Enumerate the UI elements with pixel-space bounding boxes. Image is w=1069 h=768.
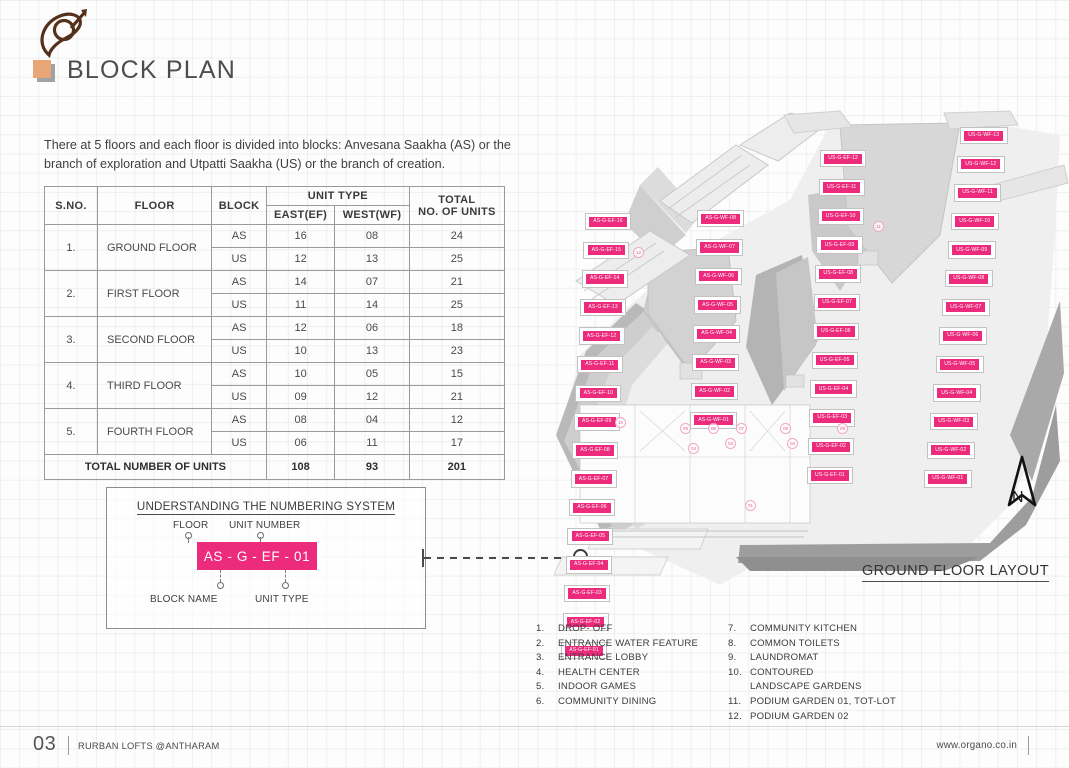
legend-item-number: 10. (728, 666, 742, 678)
unit-tag-box (572, 442, 618, 459)
cell-sno: 4. (45, 363, 98, 409)
unit-tag-us-ef[interactable]: US-G-EF-08 (819, 269, 857, 279)
legend-item-label: ENTRANCE WATER FEATURE (558, 637, 699, 649)
unit-tag-box (692, 354, 739, 371)
cell-west: 05 (335, 363, 409, 386)
unit-tag-us-ef[interactable]: US-G-EF-12 (824, 154, 862, 164)
legend-item-number: 8. (728, 637, 737, 649)
unit-tag-us-wf[interactable]: US-G-WF-09 (952, 245, 991, 255)
legend-item-number: 4. (536, 666, 545, 678)
cell-total: 25 (409, 294, 504, 317)
cell-total-label: TOTAL NUMBER OF UNITS (45, 455, 267, 480)
legend-item (728, 622, 896, 637)
legend-item-number: 6. (536, 695, 545, 707)
footer-url[interactable]: www.organo.co.in (936, 740, 1017, 751)
legend-item-number: 2. (536, 637, 545, 649)
unit-tag-box (583, 242, 629, 259)
cell-east: 09 (266, 386, 334, 409)
unit-tag-us-wf[interactable]: US-G-WF-12 (961, 159, 1000, 169)
unit-tag-as-ef[interactable]: AS-G-EF-04 (570, 560, 608, 570)
unit-tag-as-ef[interactable]: AS-G-EF-11 (581, 360, 618, 370)
unit-tag-as-wf[interactable]: AS-G-WF-08 (701, 214, 740, 224)
legend-item-label: HEALTH CENTER (558, 666, 640, 678)
unit-code-chip: AS - G - EF - 01 (197, 542, 317, 570)
numbering-stem-floor (188, 537, 190, 543)
unit-tag-box (582, 270, 628, 287)
legend-item-label: COMMUNITY DINING (558, 695, 657, 707)
unit-tag-us-wf[interactable]: US-G-WF-08 (949, 274, 988, 284)
unit-tag-box (693, 325, 740, 342)
unit-tag-box (957, 156, 1005, 173)
unit-tag-box (575, 385, 621, 402)
page-title: BLOCK PLAN (67, 56, 237, 84)
unit-tag-us-ef[interactable]: US-G-EF-11 (823, 182, 860, 192)
cell-block: US (212, 386, 267, 409)
unit-tag-box (927, 442, 975, 459)
unit-tag-as-ef[interactable]: AS-G-EF-07 (575, 474, 613, 484)
table-total-row (45, 455, 505, 480)
cell-total: 25 (409, 248, 504, 271)
table-row (45, 363, 505, 386)
unit-tag-as-ef[interactable]: AS-G-EF-06 (573, 503, 611, 513)
unit-tag-box (819, 179, 865, 196)
cell-total-all: 201 (409, 455, 504, 480)
cell-total: 21 (409, 271, 504, 294)
unit-tag-us-wf[interactable]: US-G-WF-02 (931, 445, 970, 455)
cell-east: 16 (266, 225, 334, 248)
unit-tag-us-wf[interactable]: US-G-WF-07 (946, 302, 985, 312)
table-row (45, 409, 505, 432)
legend-item (728, 695, 896, 710)
th-block: BLOCK (212, 187, 267, 225)
unit-tag-box (948, 241, 996, 258)
unit-tag-us-wf[interactable]: US-G-WF-10 (955, 216, 994, 226)
unit-tag-as-ef[interactable]: AS-G-EF-08 (576, 445, 614, 455)
unit-tag-box (816, 236, 862, 253)
legend-item-number: 5. (536, 681, 545, 693)
unit-tag-box (808, 438, 854, 455)
page-number: 03 (33, 733, 57, 755)
cell-west: 14 (335, 294, 409, 317)
amenity-marker: 07 (736, 423, 747, 434)
th-total (409, 187, 504, 225)
cell-east: 06 (266, 432, 334, 455)
legend-item-label: PODIUM GARDEN 01, TOT-LOT (750, 695, 896, 707)
unit-tag-box (930, 413, 978, 430)
unit-tag-box (577, 356, 623, 373)
unit-tag-as-wf[interactable]: AS-G-WF-05 (698, 300, 737, 310)
unit-tag-as-ef[interactable]: AS-G-EF-03 (568, 588, 606, 598)
numbering-dot-unit-type (282, 582, 289, 589)
numbering-label-unit-number: UNIT NUMBER (229, 520, 301, 531)
legend-item-number: 1. (536, 623, 545, 634)
legend-item-label-cont: LANDSCAPE GARDENS (750, 681, 862, 693)
legend-item (536, 666, 698, 681)
unit-tag-box (942, 299, 990, 316)
numbering-system-title: UNDERSTANDING THE NUMBERING SYSTEM (136, 500, 396, 513)
unit-tag-us-ef[interactable]: US-G-EF-10 (822, 211, 860, 221)
footer-separator-right (1028, 736, 1029, 755)
legend-item-label: COMMON TOILETS (750, 637, 840, 649)
unit-tag-us-ef[interactable]: US-G-EF-07 (818, 298, 856, 308)
legend-column-2 (728, 622, 896, 724)
unit-tag-as-ef[interactable]: AS-G-EF-13 (584, 302, 622, 312)
unit-tag-us-wf[interactable]: US-G-WF-04 (937, 388, 976, 398)
unit-tag-as-wf[interactable]: AS-G-WF-07 (700, 242, 739, 252)
cell-floor: GROUND FLOOR (98, 225, 212, 271)
legend-item (728, 651, 896, 666)
cell-total: 24 (409, 225, 504, 248)
unit-tag-us-ef[interactable]: US-G-EF-03 (813, 413, 851, 423)
unit-tag-box (567, 528, 613, 545)
unit-tag-box (933, 384, 981, 401)
unit-tag-box (695, 268, 742, 285)
unit-tag-box (809, 409, 855, 426)
unit-tag-box (960, 127, 1008, 144)
footer-divider (0, 726, 1069, 727)
unit-tag-box (954, 184, 1001, 201)
th-total-line2: NO. OF UNITS (418, 205, 496, 218)
legend-item-label: PODIUM GARDEN 02 (750, 710, 849, 722)
amenity-marker: 05 (680, 423, 691, 434)
unit-tag-us-wf[interactable]: US-G-WF-11 (958, 188, 997, 198)
unit-tag-as-ef[interactable]: AS-G-EF-01 (565, 646, 603, 656)
unit-tag-box (939, 327, 987, 344)
numbering-dot-block-name (217, 582, 224, 589)
cell-total: 15 (409, 363, 504, 386)
cell-east: 08 (266, 409, 334, 432)
unit-tag-box (924, 470, 972, 487)
legend-item-label: COMMUNITY KITCHEN (750, 623, 858, 634)
th-east: EAST(EF) (266, 206, 334, 225)
cell-west: 12 (335, 386, 409, 409)
cell-sno: 2. (45, 271, 98, 317)
unit-tag-box (569, 499, 615, 516)
cell-east: 12 (266, 317, 334, 340)
unit-tag-as-ef[interactable]: AS-G-EF-14 (586, 274, 624, 284)
th-sno: S.NO. (45, 187, 98, 225)
amenity-marker: 11 (873, 221, 884, 232)
footer-separator-left (68, 736, 69, 755)
unit-tag-box (807, 467, 853, 484)
legend-item-number: 3. (536, 652, 545, 664)
legend-item (536, 680, 698, 695)
amenity-marker: 06 (708, 423, 719, 434)
site-plan-drawing (540, 105, 1069, 605)
cell-sno: 5. (45, 409, 98, 455)
unit-tag-as-wf[interactable]: AS-G-WF-03 (696, 358, 735, 368)
th-west: WEST(WF) (335, 206, 409, 225)
page-title-row (33, 56, 236, 85)
cell-total: 17 (409, 432, 504, 455)
cell-sno: 3. (45, 317, 98, 363)
cell-block: AS (212, 271, 267, 294)
cell-block: AS (212, 225, 267, 248)
cell-total: 18 (409, 317, 504, 340)
amenity-marker: 09 (837, 423, 848, 434)
legend-item (728, 637, 896, 652)
cell-west: 07 (335, 271, 409, 294)
unit-tag-box (815, 265, 861, 282)
cell-total: 12 (409, 409, 504, 432)
legend-item (728, 710, 896, 725)
intro-paragraph: There at 5 floors and each floor is divided into blocks: Anvesana Saakha (AS) or the branch of exploration and Utpatti Saakha (US) or the branch of creation. (44, 138, 511, 171)
unit-tag-box (580, 299, 626, 316)
amenity-marker: 03 (725, 438, 736, 449)
unit-tag-box (566, 556, 612, 573)
cell-block: AS (212, 409, 267, 432)
unit-tag-box (813, 323, 859, 340)
unit-tag-as-ef[interactable]: AS-G-EF-05 (572, 531, 610, 541)
cell-floor: FOURTH FLOOR (98, 409, 212, 455)
legend-item (728, 666, 896, 695)
numbering-label-unit-type: UNIT TYPE (255, 594, 309, 605)
unit-distribution-table (44, 186, 505, 480)
unit-tag-as-ef[interactable]: AS-G-EF-12 (583, 331, 621, 341)
th-floor: FLOOR (98, 187, 212, 225)
numbering-stem-block-name (220, 570, 222, 582)
unit-tag-box (694, 296, 741, 313)
amenity-marker: 01 (745, 500, 756, 511)
title-swatch-icon (33, 60, 55, 82)
amenity-marker: 10 (615, 417, 626, 428)
th-total-line1: TOTAL (438, 193, 476, 206)
cell-total: 21 (409, 386, 504, 409)
unit-tag-box (951, 213, 999, 230)
cell-floor: THIRD FLOOR (98, 363, 212, 409)
unit-tag-box (564, 585, 610, 602)
cell-east: 11 (266, 294, 334, 317)
cell-west: 13 (335, 248, 409, 271)
legend-item-number: 12. (728, 710, 742, 722)
cell-total: 23 (409, 340, 504, 363)
cell-east: 10 (266, 340, 334, 363)
legend-item-label: DROP- OFF (558, 623, 613, 634)
amenity-marker: 02 (787, 438, 798, 449)
legend-item-number: 11. (728, 695, 742, 707)
unit-tag-us-ef[interactable]: US-G-EF-05 (816, 355, 854, 365)
cell-floor: FIRST FLOOR (98, 271, 212, 317)
unit-tag-box (810, 380, 856, 397)
unit-tag-us-ef[interactable]: US-G-EF-01 (811, 470, 849, 480)
unit-tag-as-ef[interactable]: AS-G-EF-16 (589, 217, 627, 227)
cell-west: 04 (335, 409, 409, 432)
unit-tag-as-ef[interactable]: AS-G-EF-09 (578, 417, 616, 427)
cell-block: AS (212, 363, 267, 386)
legend-item-number: 9. (728, 652, 737, 664)
unit-tag-box (814, 294, 860, 311)
amenity-marker: 04 (688, 443, 699, 454)
cell-block: US (212, 340, 267, 363)
table-row (45, 317, 505, 340)
unit-tag-us-ef[interactable]: US-G-EF-06 (817, 326, 855, 336)
legend-item (536, 637, 698, 652)
unit-tag-as-wf[interactable]: AS-G-WF-04 (697, 329, 736, 339)
legend-item-number: 7. (728, 623, 737, 634)
legend-item (536, 695, 698, 710)
legend-item (536, 651, 698, 666)
unit-tag-us-ef[interactable]: US-G-EF-09 (821, 240, 859, 250)
unit-tag-us-ef[interactable]: US-G-EF-02 (812, 442, 850, 452)
cell-west: 06 (335, 317, 409, 340)
numbering-stem-unit-type (285, 570, 287, 582)
unit-tag-as-ef[interactable]: AS-G-EF-15 (588, 245, 626, 255)
cell-block: AS (212, 317, 267, 340)
cell-west: 11 (335, 432, 409, 455)
legend-item (536, 622, 698, 637)
amenity-marker: 12 (633, 247, 644, 258)
footer-project-name: RURBAN LOFTS @ANTHARAM (78, 741, 220, 751)
unit-tag-us-wf[interactable]: US-G-WF-13 (964, 131, 1003, 141)
cell-west: 13 (335, 340, 409, 363)
cell-east: 10 (266, 363, 334, 386)
unit-tag-box (820, 150, 866, 167)
unit-tag-box (571, 470, 617, 487)
cell-total-east: 108 (266, 455, 334, 480)
table-row (45, 225, 505, 248)
legend-item-label: INDOOR GAMES (558, 681, 637, 693)
cell-sno: 1. (45, 225, 98, 271)
numbering-label-floor: FLOOR (173, 520, 209, 531)
amenity-marker: 08 (780, 423, 791, 434)
cell-floor: SECOND FLOOR (98, 317, 212, 363)
unit-tag-us-wf[interactable]: US-G-WF-06 (943, 331, 982, 341)
unit-tag-as-ef[interactable]: AS-G-EF-10 (580, 388, 618, 398)
unit-tag-box (697, 210, 744, 227)
unit-tag-box (579, 327, 625, 344)
cell-block: US (212, 248, 267, 271)
unit-tag-box (936, 356, 984, 373)
th-unit-type: UNIT TYPE (266, 187, 409, 206)
cell-block: US (212, 432, 267, 455)
unit-tag-box (812, 352, 858, 369)
unit-tag-us-ef[interactable]: US-G-EF-04 (815, 384, 853, 394)
unit-tag-as-ef[interactable]: AS-G-EF-02 (567, 617, 605, 627)
unit-tag-box (585, 213, 631, 230)
ground-floor-layout-caption: GROUND FLOOR LAYOUT (862, 563, 1049, 579)
unit-tag-us-wf[interactable]: US-G-WF-01 (928, 474, 967, 484)
numbering-system-box (106, 487, 426, 629)
cell-east: 14 (266, 271, 334, 294)
legend-item-label: LAUNDROMAT (750, 652, 819, 664)
unit-tag-us-wf[interactable]: US-G-WF-05 (940, 359, 979, 369)
unit-tag-box (691, 383, 738, 400)
unit-tag-box (945, 270, 993, 287)
table-body (45, 225, 505, 480)
numbering-label-block-name: BLOCK NAME (150, 594, 218, 605)
cell-total-west: 93 (335, 455, 409, 480)
legend-item-label: ENTRANCE LOBBY (558, 652, 649, 664)
table-row (45, 271, 505, 294)
legend-item-label: CONTOURED (750, 666, 814, 678)
unit-tag-box (818, 208, 864, 225)
cell-east: 12 (266, 248, 334, 271)
unit-tag-us-wf[interactable]: US-G-WF-03 (934, 417, 973, 427)
unit-tag-as-wf[interactable]: AS-G-WF-06 (699, 271, 738, 281)
unit-tag-as-wf[interactable]: AS-G-WF-01 (694, 415, 733, 425)
unit-tag-box (574, 413, 620, 430)
north-label: N (1012, 489, 1024, 506)
legend-column-1 (536, 622, 698, 710)
cell-west: 08 (335, 225, 409, 248)
cell-block: US (212, 294, 267, 317)
unit-tag-as-wf[interactable]: AS-G-WF-02 (695, 386, 734, 396)
table-header-row-1 (45, 187, 505, 206)
unit-tag-box (696, 239, 743, 256)
